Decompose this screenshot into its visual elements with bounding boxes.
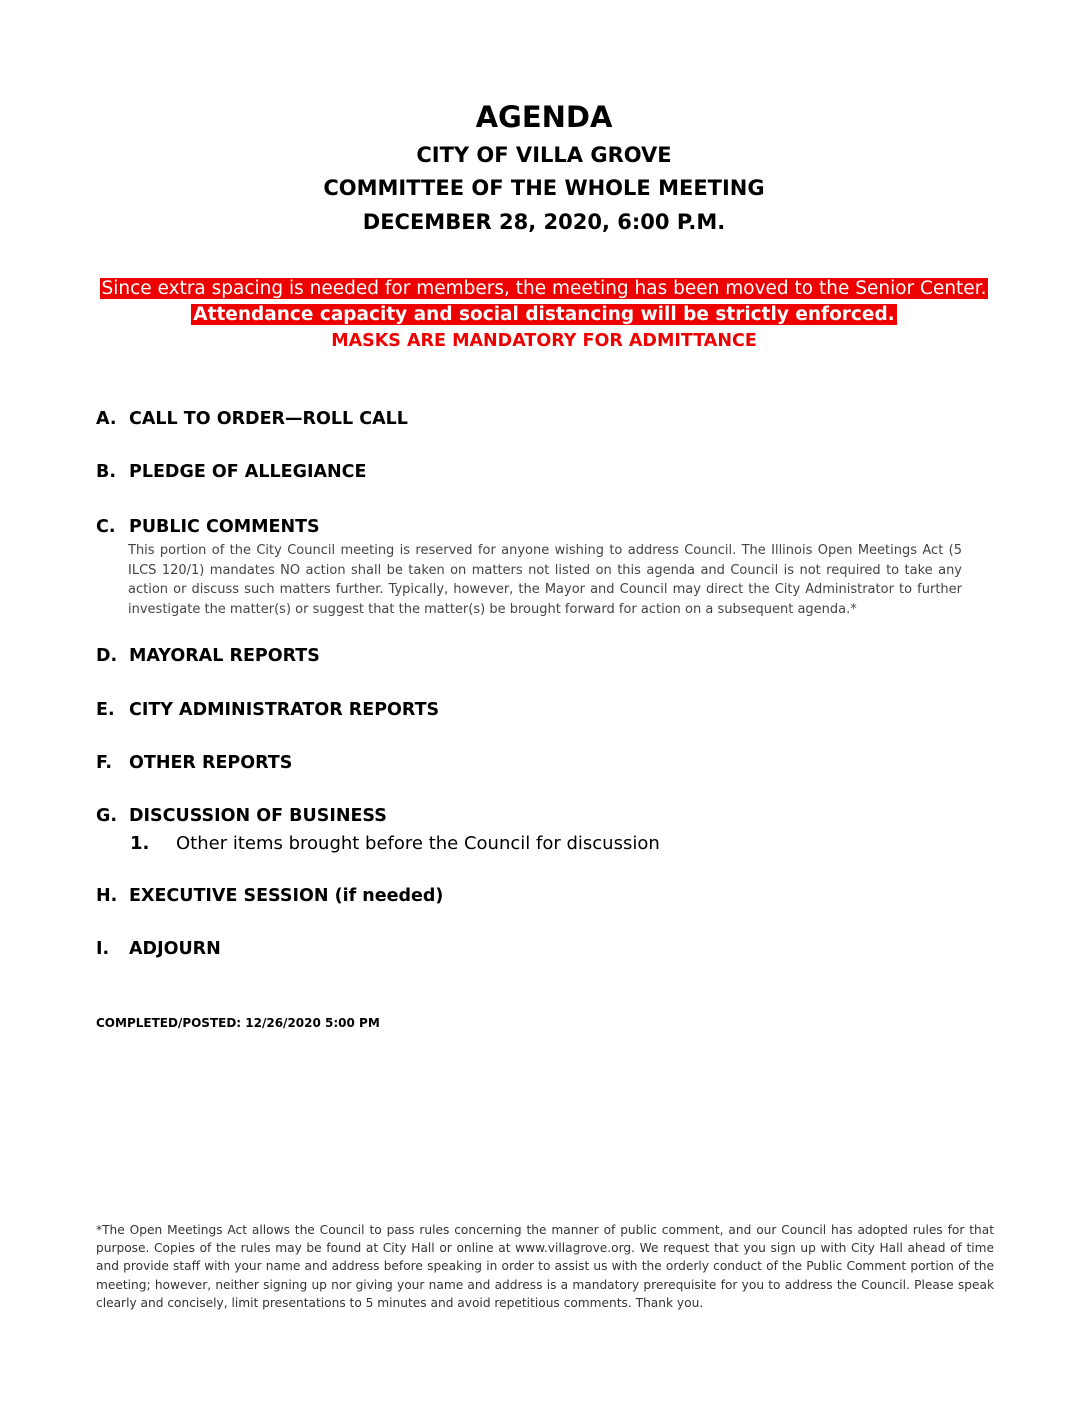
agenda-item-b: [96, 462, 366, 482]
item-label: OTHER REPORTS: [129, 753, 293, 773]
item-label: EXECUTIVE SESSION (if needed): [129, 886, 444, 906]
agenda-item-h: [96, 886, 443, 906]
meeting-name: COMMITTEE OF THE WHOLE MEETING: [323, 176, 765, 200]
notice-masks-text: MASKS ARE MANDATORY FOR ADMITTANCE: [331, 331, 757, 351]
item-letter: G.: [96, 806, 118, 826]
open-meetings-footnote: *The Open Meetings Act allows the Council to pass rules concerning the manner of public comment, and our Council has adopted rules for that purpose. Copies of the rules may be found at City Hall or online at www.villagrove.org. We request that you sign up with City Hall ahead of time and provide staff with your name and address before speaking in order to assist us with the orderly conduct of the Public Comment portion of the meeting; however, neither signing up nor giving your name and address is a mandatory prerequisite for you to address the Council. Please speak clearly and concisely, limit presentations to 5 minutes and avoid repetitious comments. Thank you.: [96, 1223, 994, 1310]
item-label: PUBLIC COMMENTS: [129, 517, 320, 537]
posted-timestamp: COMPLETED/POSTED: 12/26/2020 5:00 PM: [96, 1016, 380, 1030]
agenda-item-g: [96, 806, 387, 826]
item-label: PLEDGE OF ALLEGIANCE: [129, 462, 367, 482]
agenda-item-a: [96, 409, 408, 429]
notice-capacity-text: Attendance capacity and social distancing will be strictly enforced.: [193, 304, 895, 325]
item-letter: C.: [96, 517, 116, 537]
agenda-item-c: [96, 517, 320, 537]
item-letter: F.: [96, 753, 113, 773]
item-letter: H.: [96, 886, 118, 906]
discussion-item-label: Other items brought before the Council for discussion: [176, 833, 660, 854]
notice-line-1: [0, 276, 1088, 302]
item-letter: I.: [96, 939, 110, 959]
agenda-item-d: [96, 646, 320, 666]
notice-location-text: Since extra spacing is needed for members, the meeting has been moved to the Senior Center.: [101, 278, 987, 299]
item-letter: D.: [96, 646, 118, 666]
notice-line-2: [0, 302, 1088, 328]
agenda-item-e: [96, 700, 439, 720]
item-label: ADJOURN: [129, 939, 221, 959]
item-letter: A.: [96, 409, 117, 429]
public-comments-description: This portion of the City Council meeting is reserved for anyone wishing to address Council. The Illinois Open Meetings Act (5 ILCS 120/1) mandates NO action shall be taken on matters not listed on this agenda and Council is not required to take any action or discuss such matters further. Typically, however, the Mayor and Council may direct the City Administrator to further investigate the matter(s) or suggest that the matter(s) be brought forward for action on a subsequent agenda.*: [128, 543, 962, 617]
item-label: DISCUSSION OF BUSINESS: [129, 806, 387, 826]
discussion-item-1: [130, 833, 660, 854]
agenda-item-f: [96, 753, 292, 773]
item-letter: E.: [96, 700, 115, 720]
item-label: CITY ADMINISTRATOR REPORTS: [129, 700, 440, 720]
discussion-item-number: 1.: [130, 833, 150, 854]
meeting-date: DECEMBER 28, 2020, 6:00 P.M.: [362, 210, 726, 234]
city-name: CITY OF VILLA GROVE: [416, 143, 672, 167]
agenda-item-i: [96, 939, 221, 959]
item-label: CALL TO ORDER—ROLL CALL: [129, 409, 408, 429]
item-letter: B.: [96, 462, 116, 482]
agenda-title: AGENDA: [475, 100, 613, 134]
item-label: MAYORAL REPORTS: [129, 646, 320, 666]
